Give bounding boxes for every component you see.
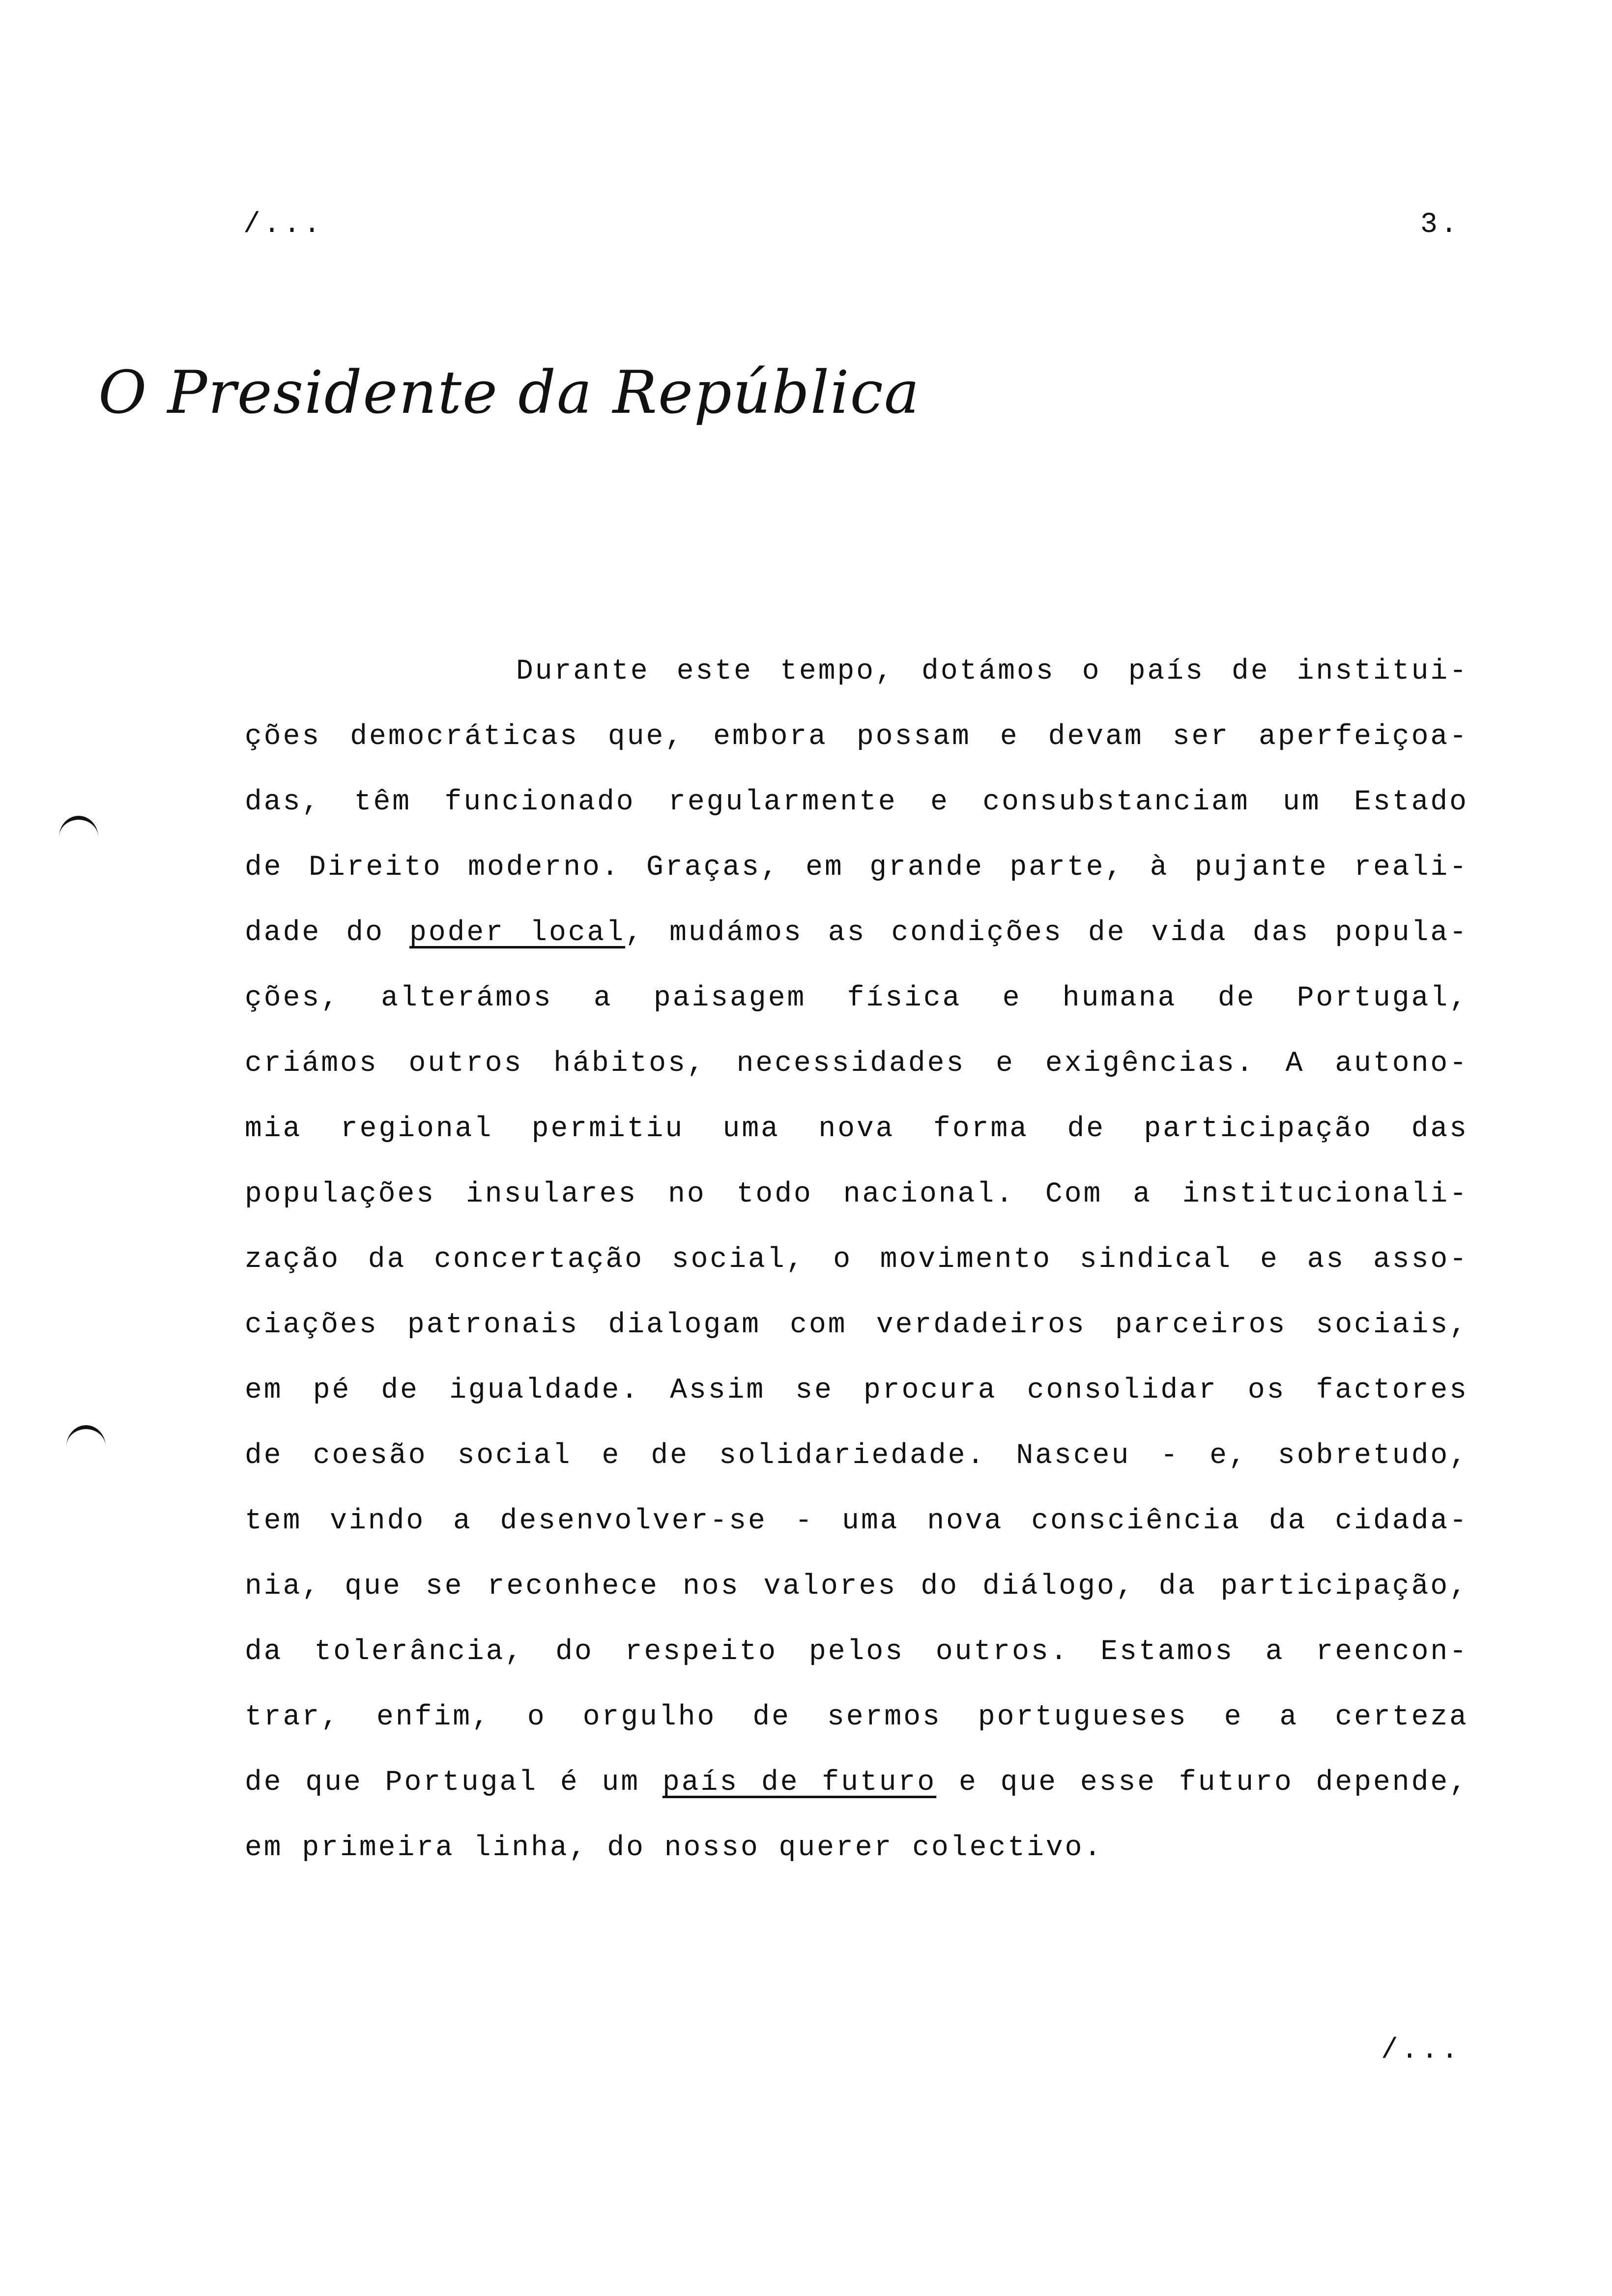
underlined-phrase: poder local [409,917,626,949]
text-line: zação da concertação social, o movimento sindical e as asso- [245,1244,1468,1276]
text-line: Durante este tempo, dotámos o país de institui- [516,656,1468,688]
text-segment: , mudámos as condições de vida das popula- [625,917,1468,949]
text-line: das, têm funcionado regularmente e consubstanciam um Estado [245,786,1468,818]
page-number: 3. [1420,209,1461,241]
continued-on-marker: /... [1381,2035,1462,2066]
body-paragraph [245,639,1468,1881]
text-line: criámos outros hábitos, necessidades e exigências. A autono- [245,1048,1468,1080]
punch-hole-mark [66,1425,106,1468]
text-line: trar, enfim, o orgulho de sermos portugueses e a certeza [245,1701,1468,1733]
text-segment: dade do [245,917,410,949]
text-line: em pé de igualdade. Assim se procura consolidar os factores [245,1375,1468,1406]
text-line: mia regional permitiu uma nova forma de participação das [245,1113,1468,1145]
text-line: da tolerância, do respeito pelos outros. Estamos a reencon- [245,1636,1468,1668]
punch-hole-mark [59,816,98,859]
text-line: de Direito moderno. Graças, em grande parte, à pujante reali- [245,852,1468,884]
text-line: em primeira linha, do nosso querer colectivo. [245,1832,1103,1864]
text-line: de coesão social e de solidariedade. Nasceu - e, sobretudo, [245,1440,1468,1472]
text-segment: e que esse futuro depende, [936,1767,1469,1799]
text-line: populações insulares no todo nacional. Com a institucionali- [245,1178,1468,1210]
text-line: tem vindo a desenvolver-se - uma nova consciência da cidada- [245,1505,1468,1537]
text-line [245,900,1468,966]
text-line: ções, alterámos a paisagem física e humana de Portugal, [245,982,1468,1014]
text-line [245,1750,1468,1815]
continued-from-marker: /... [243,209,324,241]
text-segment: de que Portugal é um [245,1767,662,1799]
text-line: nia, que se reconhece nos valores do diálogo, da participação, [245,1571,1468,1603]
text-line: ciações patronais dialogam com verdadeiros parceiros sociais, [245,1309,1468,1341]
underlined-phrase: país de futuro [662,1767,937,1799]
letterhead-script: O Presidente da República [98,359,921,427]
text-line: ções democráticas que, embora possam e devam ser aperfeiçoa- [245,721,1468,753]
